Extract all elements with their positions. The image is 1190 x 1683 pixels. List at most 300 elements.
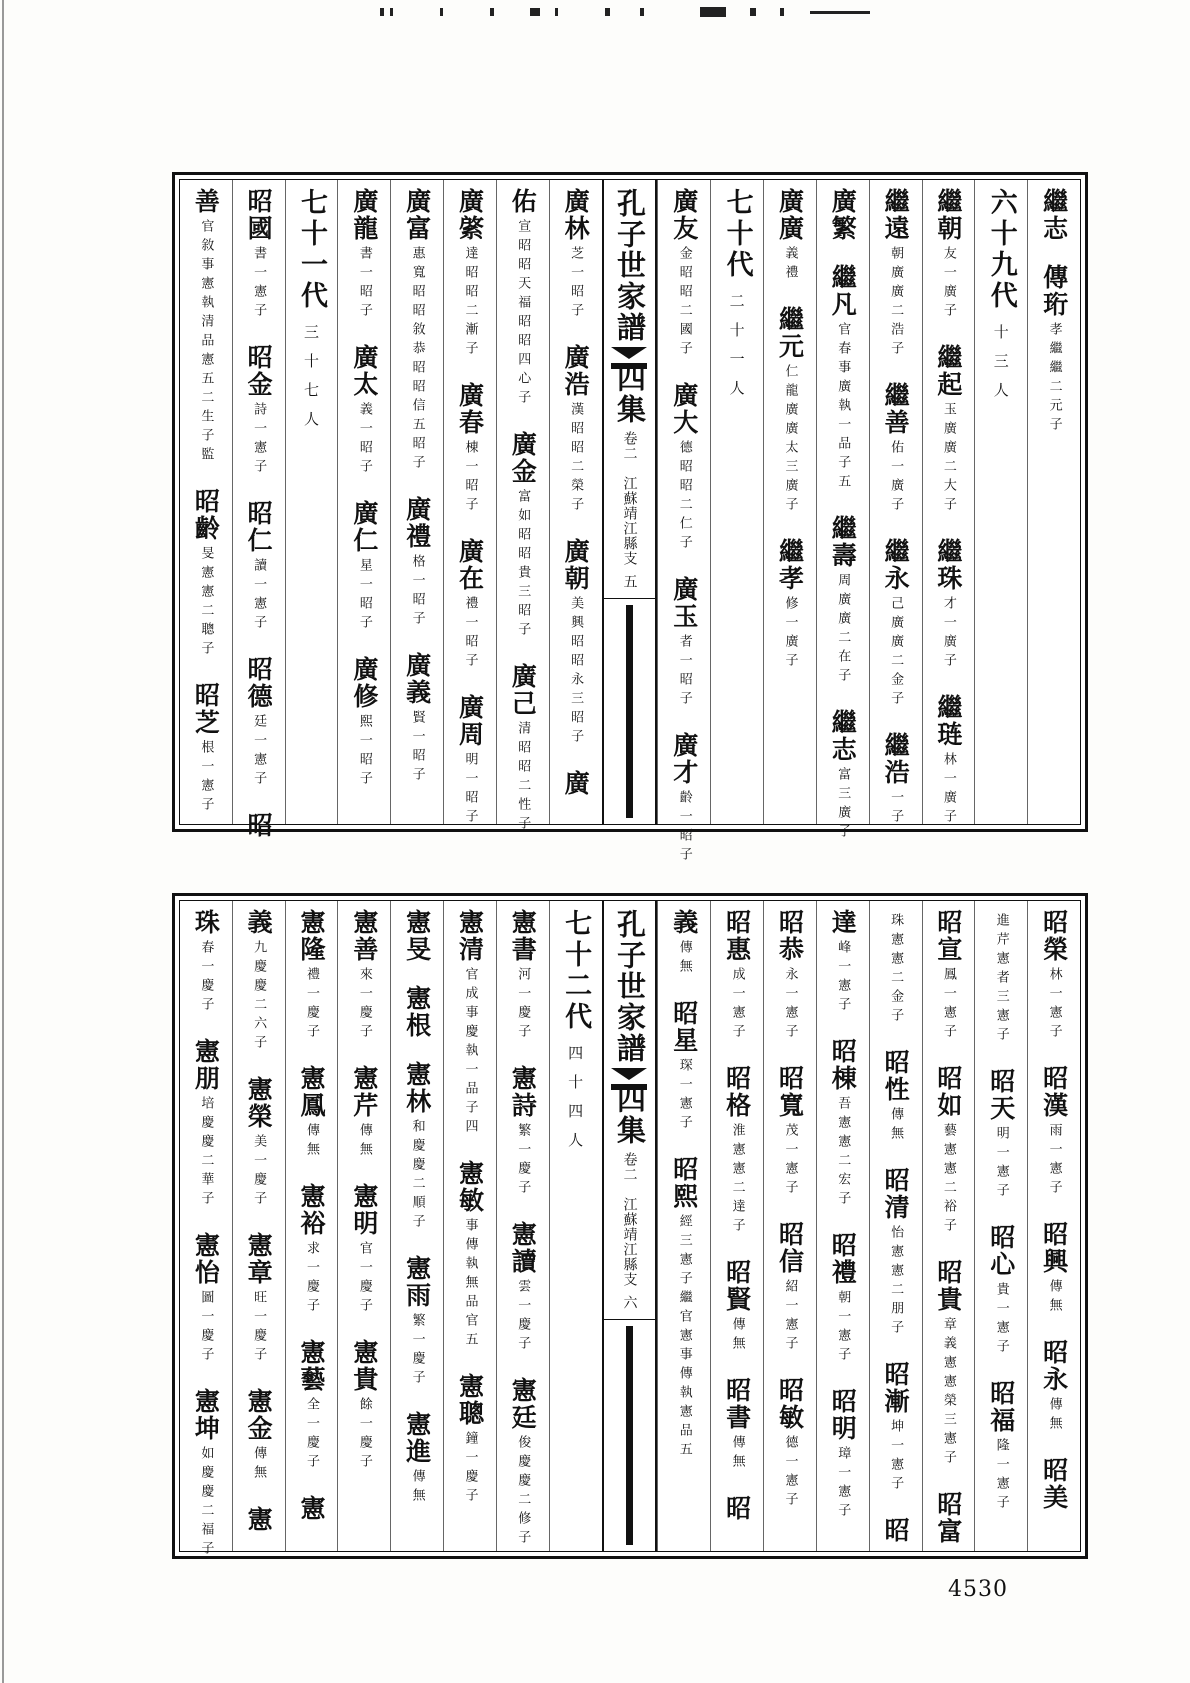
annotation-line: 六子	[251, 1016, 267, 1054]
person-annotation	[835, 767, 850, 843]
bottom-panel-columns	[179, 900, 1081, 1560]
annotation-line: 昭子	[356, 440, 372, 478]
annotation-line: 昭二	[676, 284, 692, 322]
person-entry	[391, 1255, 443, 1389]
person-entry	[975, 909, 1027, 1046]
annotation-line: 廣執	[835, 379, 851, 417]
person-name: 憲芹	[349, 1065, 379, 1119]
person-annotation	[835, 573, 850, 687]
annotation-line: 旻憲	[198, 546, 214, 584]
annotation-line: 昭子	[462, 790, 478, 828]
person-entry	[870, 188, 922, 360]
annotation-line: 富如	[515, 489, 531, 527]
person-entry	[233, 812, 285, 839]
person-entry	[817, 1388, 869, 1522]
person-name: 憲金	[244, 1388, 274, 1442]
person-name: 昭格	[722, 1065, 752, 1119]
person-annotation	[677, 790, 692, 866]
person-entry	[180, 909, 232, 1016]
generation-heading-column	[710, 180, 763, 824]
annotation-line: 棟一	[462, 440, 478, 478]
person-entry	[550, 770, 602, 797]
annotation-line: 憲子	[729, 1005, 745, 1043]
person-name: 憲善	[349, 909, 379, 963]
genealogy-column	[763, 901, 816, 1551]
person-annotation	[515, 1123, 530, 1199]
person-name: 繼元	[775, 306, 805, 360]
person-entry	[338, 500, 390, 634]
person-entry	[338, 344, 390, 478]
person-annotation	[730, 967, 745, 1043]
annotation-line: 惠寬	[409, 246, 425, 284]
annotation-line: 慶子	[409, 1351, 425, 1389]
person-name: 昭寬	[775, 1065, 805, 1119]
person-name: 廣金	[508, 431, 538, 485]
annotation-line: 峰一	[835, 940, 851, 978]
person-annotation	[782, 967, 797, 1043]
person-entry	[711, 1377, 763, 1473]
annotation-line: 禮一	[462, 596, 478, 634]
annotation-line: 昭子	[462, 478, 478, 516]
annotation-line: 如慶	[198, 1446, 214, 1484]
annotation-line: 信五	[409, 398, 425, 436]
person-annotation	[677, 246, 692, 360]
annotation-line: 美興	[568, 596, 584, 634]
annotation-line: 仁子	[676, 516, 692, 554]
annotation-line: 讀一	[251, 558, 267, 596]
annotation-line: 浩子	[888, 322, 904, 360]
annotation-line: 璋一	[835, 1446, 851, 1484]
annotation-line: 國子	[676, 322, 692, 360]
person-annotation	[410, 710, 425, 786]
annotation-line: 憲子	[835, 1484, 851, 1522]
person-name: 憲敏	[455, 1160, 485, 1214]
annotation-line: 憲子	[251, 752, 267, 790]
person-annotation	[835, 1096, 850, 1210]
annotation-line: 昭子	[356, 284, 372, 322]
annotation-line: 達子	[729, 1199, 745, 1237]
person-name: 傳珩	[1039, 264, 1069, 318]
generation-count: 四十四人	[566, 1045, 585, 1161]
annotation-line: 憲子	[835, 1328, 851, 1366]
annotation-line: 五	[676, 1442, 692, 1461]
person-annotation	[782, 1123, 797, 1199]
annotation-line: 春一	[198, 940, 214, 978]
person-name: 憲雨	[402, 1255, 432, 1309]
person-annotation	[888, 1107, 903, 1145]
annotation-line: 順子	[409, 1195, 425, 1233]
person-name: 昭榮	[1039, 909, 1069, 963]
annotation-line: 慶二	[515, 1473, 531, 1511]
person-name: 廣浩	[561, 344, 591, 398]
generation-title: 六十九代	[985, 188, 1017, 312]
annotation-line: 性子	[515, 797, 531, 835]
person-entry	[180, 682, 232, 816]
annotation-line: 官	[462, 967, 478, 986]
person-entry	[391, 1411, 443, 1507]
person-name: 昭富	[933, 1491, 963, 1545]
person-name: 昭	[722, 1495, 752, 1522]
person-entry	[870, 732, 922, 828]
person-name: 廣富	[402, 188, 432, 242]
person-entry	[180, 488, 232, 660]
person-name: 昭美	[1039, 1457, 1069, 1511]
annotation-line: 憲子	[940, 1431, 956, 1469]
genealogy-column	[657, 180, 710, 866]
annotation-line: 朝廣	[888, 246, 904, 284]
person-entry	[233, 344, 285, 478]
person-annotation	[677, 440, 692, 554]
annotation-line: 一子	[888, 790, 904, 828]
annotation-line: 福子	[198, 1522, 214, 1560]
person-annotation	[730, 1435, 745, 1473]
person-entry	[391, 188, 443, 474]
generation-heading-column	[549, 901, 602, 1551]
annotation-line: 義禮	[782, 246, 798, 284]
person-name: 昭恭	[775, 909, 805, 963]
person-name: 廣春	[455, 382, 485, 436]
person-entry	[658, 909, 710, 978]
annotation-line: 芝一	[568, 246, 584, 284]
person-entry	[764, 1377, 816, 1511]
person-name: 廣龍	[349, 188, 379, 242]
annotation-line: 章義	[940, 1317, 956, 1355]
person-annotation	[462, 246, 477, 360]
annotation-line: 鳳一	[940, 967, 956, 1005]
annotation-line: 修子	[515, 1511, 531, 1549]
annotation-line: 元子	[1046, 398, 1062, 436]
person-entry	[444, 1373, 496, 1507]
person-entry	[497, 663, 549, 835]
annotation-line: 憲二	[198, 584, 214, 622]
annotation-line: 慶子	[515, 1005, 531, 1043]
person-entry	[233, 1076, 285, 1210]
person-name: 廣玉	[669, 576, 699, 630]
person-entry	[338, 1339, 390, 1473]
person-name: 昭興	[1039, 1221, 1069, 1275]
annotation-line: 子監	[198, 428, 214, 466]
annotation-line: 慶子	[303, 1435, 319, 1473]
annotation-line: 廣子	[940, 284, 956, 322]
person-entry	[391, 1061, 443, 1233]
person-entry	[923, 1491, 975, 1545]
person-name: 昭福	[986, 1380, 1016, 1434]
person-entry	[1028, 909, 1080, 1043]
person-name: 繼善	[881, 382, 911, 436]
person-entry	[923, 909, 975, 1043]
person-name: 廣大	[669, 382, 699, 436]
annotation-line: 昭子	[409, 748, 425, 786]
person-annotation	[941, 596, 956, 672]
person-annotation	[357, 714, 372, 790]
annotation-line: 鐘一	[462, 1431, 478, 1469]
person-entry	[338, 909, 390, 1043]
person-annotation	[251, 1290, 266, 1366]
person-entry	[923, 1259, 975, 1469]
annotation-line: 憲二	[888, 951, 904, 989]
person-name: 廣林	[561, 188, 591, 242]
person-entry	[286, 909, 338, 1043]
spine-subtitle: 卷二 江蘇靖江縣支	[621, 1152, 638, 1287]
genealogy-column	[922, 180, 975, 828]
annotation-line: 廣子	[782, 634, 798, 672]
person-entry	[764, 909, 816, 1043]
person-annotation	[994, 1126, 1009, 1202]
genealogy-column	[549, 180, 602, 824]
annotation-line: 廣子	[888, 478, 904, 516]
annotation-line: 慶子	[356, 1435, 372, 1473]
person-entry	[1028, 1221, 1080, 1317]
person-entry	[444, 909, 496, 1138]
person-entry	[233, 656, 285, 790]
person-entry	[180, 1232, 232, 1366]
person-annotation	[198, 740, 213, 816]
annotation-line: 金子	[888, 672, 904, 710]
annotation-line: 富三	[835, 767, 851, 805]
annotation-line: 九慶	[251, 940, 267, 978]
person-entry	[764, 1221, 816, 1355]
person-entry	[870, 382, 922, 516]
person-entry	[658, 732, 710, 866]
person-entry	[658, 1000, 710, 1134]
person-entry	[497, 909, 549, 1043]
person-name: 昭清	[881, 1167, 911, 1221]
annotation-line: 大子	[940, 478, 956, 516]
leaf-number: 六	[621, 1295, 638, 1309]
annotation-line: 傳執	[462, 1237, 478, 1275]
annotation-line: 才一	[940, 596, 956, 634]
annotation-line: 傳無	[409, 1469, 425, 1507]
person-entry	[711, 1495, 763, 1522]
annotation-line: 仁龍	[782, 364, 798, 402]
annotation-line: 金子	[888, 989, 904, 1027]
annotation-line: 清昭	[515, 721, 531, 759]
spine-rule	[604, 1319, 656, 1320]
annotation-line: 廣二	[888, 284, 904, 322]
genealogy-column	[390, 901, 443, 1551]
genealogy-column	[496, 180, 549, 835]
annotation-line: 傳無	[1046, 1397, 1062, 1435]
annotation-line: 憲子	[251, 440, 267, 478]
annotation-line: 德一	[782, 1435, 798, 1473]
person-entry	[1028, 1339, 1080, 1435]
person-name: 憲讀	[508, 1221, 538, 1275]
person-annotation	[410, 246, 425, 474]
genealogy-column	[337, 901, 390, 1551]
annotation-line: 一品	[462, 1062, 478, 1100]
person-name: 昭書	[722, 1377, 752, 1431]
annotation-line: 慶子	[251, 1328, 267, 1366]
person-annotation	[198, 1096, 213, 1210]
person-entry	[923, 694, 975, 828]
annotation-line: 心子	[515, 371, 531, 409]
bottom-genealogy-panel	[172, 893, 1088, 1559]
annotation-line: 憲子	[993, 1476, 1009, 1514]
annotation-line: 憲子	[993, 1164, 1009, 1202]
annotation-line: 昭子	[462, 634, 478, 672]
genealogy-column	[816, 901, 869, 1551]
annotation-line: 美一	[251, 1134, 267, 1172]
person-annotation	[782, 1279, 797, 1355]
annotation-line: 廣二	[940, 440, 956, 478]
person-name: 廣	[561, 770, 591, 797]
person-annotation	[198, 1290, 213, 1366]
person-entry	[180, 188, 232, 466]
person-entry	[338, 1183, 390, 1317]
annotation-line: 孝繼	[1046, 322, 1062, 360]
person-name: 昭宣	[933, 909, 963, 963]
person-annotation	[198, 1446, 213, 1560]
person-entry	[497, 1377, 549, 1549]
annotation-line: 在子	[835, 649, 851, 687]
person-entry	[817, 1038, 869, 1210]
annotation-line: 傳無	[303, 1123, 319, 1161]
person-name: 憲旻	[402, 909, 432, 963]
person-annotation	[357, 1123, 372, 1161]
person-name: 廣綮	[455, 188, 485, 242]
annotation-line: 坤一	[888, 1419, 904, 1457]
annotation-line: 來一	[356, 967, 372, 1005]
annotation-line: 繼二	[1046, 360, 1062, 398]
annotation-line: 全一	[303, 1397, 319, 1435]
annotation-line: 憲品	[676, 1404, 692, 1442]
annotation-line: 榮三	[940, 1393, 956, 1431]
person-entry	[233, 1506, 285, 1533]
person-name: 憲聰	[455, 1373, 485, 1427]
person-annotation	[462, 1218, 477, 1351]
person-name: 昭貴	[933, 1259, 963, 1313]
annotation-line: 貴一	[993, 1282, 1009, 1320]
annotation-line: 昭四	[515, 333, 531, 371]
person-name: 憲	[244, 1506, 274, 1533]
person-annotation	[835, 1290, 850, 1366]
annotation-line: 憲憲	[940, 1355, 956, 1393]
person-name: 昭信	[775, 1221, 805, 1275]
person-annotation	[677, 940, 692, 978]
person-entry	[338, 1065, 390, 1161]
page-edge-line	[2, 0, 4, 1683]
person-entry	[923, 188, 975, 322]
annotation-line: 慶子	[198, 978, 214, 1016]
annotation-line: 清品	[198, 314, 214, 352]
person-annotation	[410, 1469, 425, 1507]
book-spine-column	[602, 901, 658, 1551]
annotation-line: 漸子	[462, 322, 478, 360]
person-entry	[444, 694, 496, 828]
person-annotation	[1047, 1123, 1062, 1199]
annotation-line: 金昭	[676, 246, 692, 284]
person-entry	[180, 1388, 232, 1560]
annotation-line: 和慶	[409, 1119, 425, 1157]
annotation-line: 慶子	[462, 1469, 478, 1507]
annotation-line: 德昭	[676, 440, 692, 478]
annotation-line: 裕子	[940, 1199, 956, 1237]
annotation-line: 培慶	[198, 1096, 214, 1134]
person-name: 憲進	[402, 1411, 432, 1465]
person-entry	[391, 652, 443, 786]
annotation-line: 淮憲	[729, 1123, 745, 1161]
person-name: 憲藝	[296, 1339, 326, 1393]
genealogy-column	[710, 901, 763, 1551]
person-annotation	[304, 1123, 319, 1161]
person-name: 廣才	[669, 732, 699, 786]
generation-heading-column	[974, 180, 1027, 824]
genealogy-column	[763, 180, 816, 824]
annotation-line: 繼官	[676, 1290, 692, 1328]
genealogy-column	[974, 901, 1027, 1551]
person-name: 昭熙	[669, 1156, 699, 1210]
annotation-line: 佑一	[888, 440, 904, 478]
person-name: 憲明	[349, 1183, 379, 1237]
person-annotation	[357, 1241, 372, 1317]
annotation-line: 憲二	[729, 1161, 745, 1199]
annotation-line: 廣廣	[782, 402, 798, 440]
person-annotation	[515, 721, 530, 835]
person-entry	[550, 344, 602, 516]
person-name: 廣友	[669, 188, 699, 242]
spine-title: 孔子世家譜	[612, 188, 647, 343]
annotation-line: 福昭	[515, 295, 531, 333]
genealogy-column	[496, 901, 549, 1551]
annotation-line: 憲子	[676, 1096, 692, 1134]
person-name: 昭禮	[828, 1232, 858, 1286]
annotation-line: 憲二	[940, 1161, 956, 1199]
annotation-line: 周廣	[835, 573, 851, 611]
annotation-line: 官五	[462, 1313, 478, 1351]
person-entry	[1028, 264, 1080, 436]
person-annotation	[677, 1214, 692, 1461]
annotation-line: 榮子	[568, 478, 584, 516]
person-annotation	[677, 1058, 692, 1134]
genealogy-column	[1027, 180, 1080, 824]
person-entry	[286, 1339, 338, 1473]
person-name: 昭齡	[191, 488, 221, 542]
annotation-line: 明一	[993, 1126, 1009, 1164]
person-name: 憲怡	[191, 1232, 221, 1286]
person-entry	[975, 1068, 1027, 1202]
genealogy-column	[285, 901, 338, 1551]
annotation-line: 俊慶	[515, 1435, 531, 1473]
annotation-line: 敘恭	[409, 322, 425, 360]
person-annotation	[462, 440, 477, 516]
person-annotation	[888, 913, 903, 1027]
annotation-line: 憲子	[888, 1457, 904, 1495]
annotation-line: 子四	[462, 1100, 478, 1138]
person-entry	[550, 188, 602, 322]
person-name: 廣繁	[828, 188, 858, 242]
person-entry	[817, 909, 869, 1016]
person-annotation	[515, 967, 530, 1043]
person-entry	[658, 576, 710, 710]
book-spine-column	[602, 180, 658, 824]
annotation-line: 傳無	[251, 1446, 267, 1484]
annotation-line: 者三	[993, 970, 1009, 1008]
person-annotation	[888, 1419, 903, 1495]
person-annotation	[515, 1435, 530, 1549]
annotation-line: 林一	[940, 752, 956, 790]
annotation-line: 義一	[356, 402, 372, 440]
annotation-line: 昭二	[676, 478, 692, 516]
annotation-line: 求一	[303, 1241, 319, 1279]
annotation-line: 繁一	[515, 1123, 531, 1161]
annotation-line: 珠憲	[888, 913, 904, 951]
annotation-line: 昭子	[356, 596, 372, 634]
person-name: 昭國	[244, 188, 274, 242]
person-entry	[923, 1065, 975, 1237]
person-name: 珠	[191, 909, 221, 936]
annotation-line: 慶二	[198, 1484, 214, 1522]
annotation-line: 廣子	[835, 805, 851, 843]
